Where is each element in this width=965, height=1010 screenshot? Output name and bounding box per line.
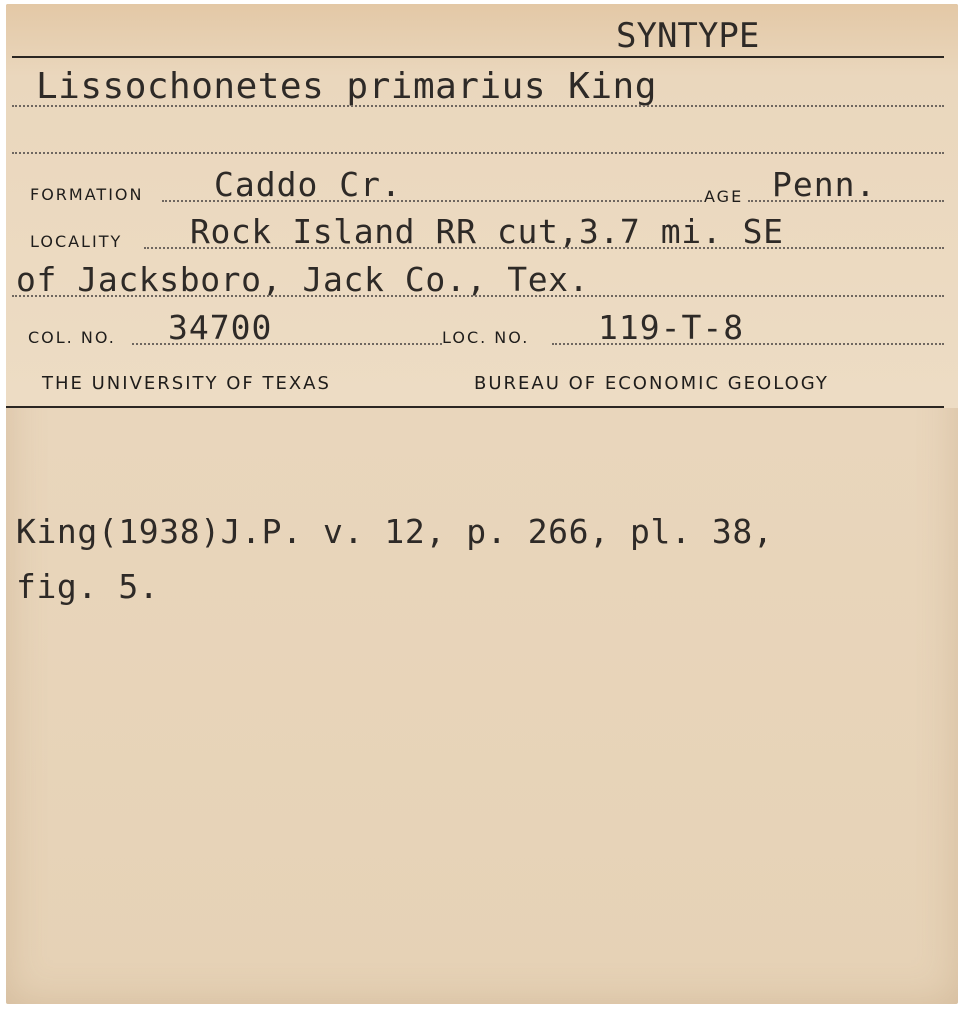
formation-value: Caddo Cr.: [214, 165, 402, 204]
locality-dotted-line-1: [144, 247, 944, 249]
species-name: Lissochonetes primarius King: [36, 66, 657, 107]
institution-bureau: BUREAU OF ECONOMIC GEOLOGY: [474, 373, 829, 394]
formation-label: FORMATION: [30, 185, 144, 204]
col-no-value: 34700: [168, 308, 273, 347]
header-bottom-rule: [6, 406, 944, 408]
col-no-label: COL. NO.: [28, 328, 116, 347]
age-label: AGE: [704, 187, 744, 206]
loc-no-value: 119-T-8: [598, 308, 745, 347]
locality-line-2: of Jacksboro, Jack Co., Tex.: [16, 260, 590, 299]
reference-line-2: fig. 5.: [16, 567, 160, 606]
specimen-card: [6, 4, 958, 1004]
header-section: [6, 4, 958, 408]
type-status: SYNTYPE: [616, 16, 760, 56]
species-dotted-line: [12, 105, 944, 107]
institution-university: THE UNIVERSITY OF TEXAS: [42, 373, 331, 394]
locality-line-1: Rock Island RR cut,3.7 mi. SE: [190, 212, 784, 251]
formation-dotted-line: [162, 200, 702, 202]
top-rule: [12, 56, 944, 58]
age-value: Penn.: [772, 165, 877, 204]
reference-line-1: King(1938)J.P. v. 12, p. 266, pl. 38,: [16, 512, 774, 551]
age-dotted-line: [748, 200, 944, 202]
blank-dotted-line: [12, 152, 944, 154]
col-no-dotted-line: [132, 343, 442, 345]
locality-dotted-line-2: [12, 295, 944, 297]
locality-label: LOCALITY: [30, 232, 123, 251]
loc-no-dotted-line: [552, 343, 944, 345]
loc-no-label: LOC. NO.: [442, 328, 530, 347]
